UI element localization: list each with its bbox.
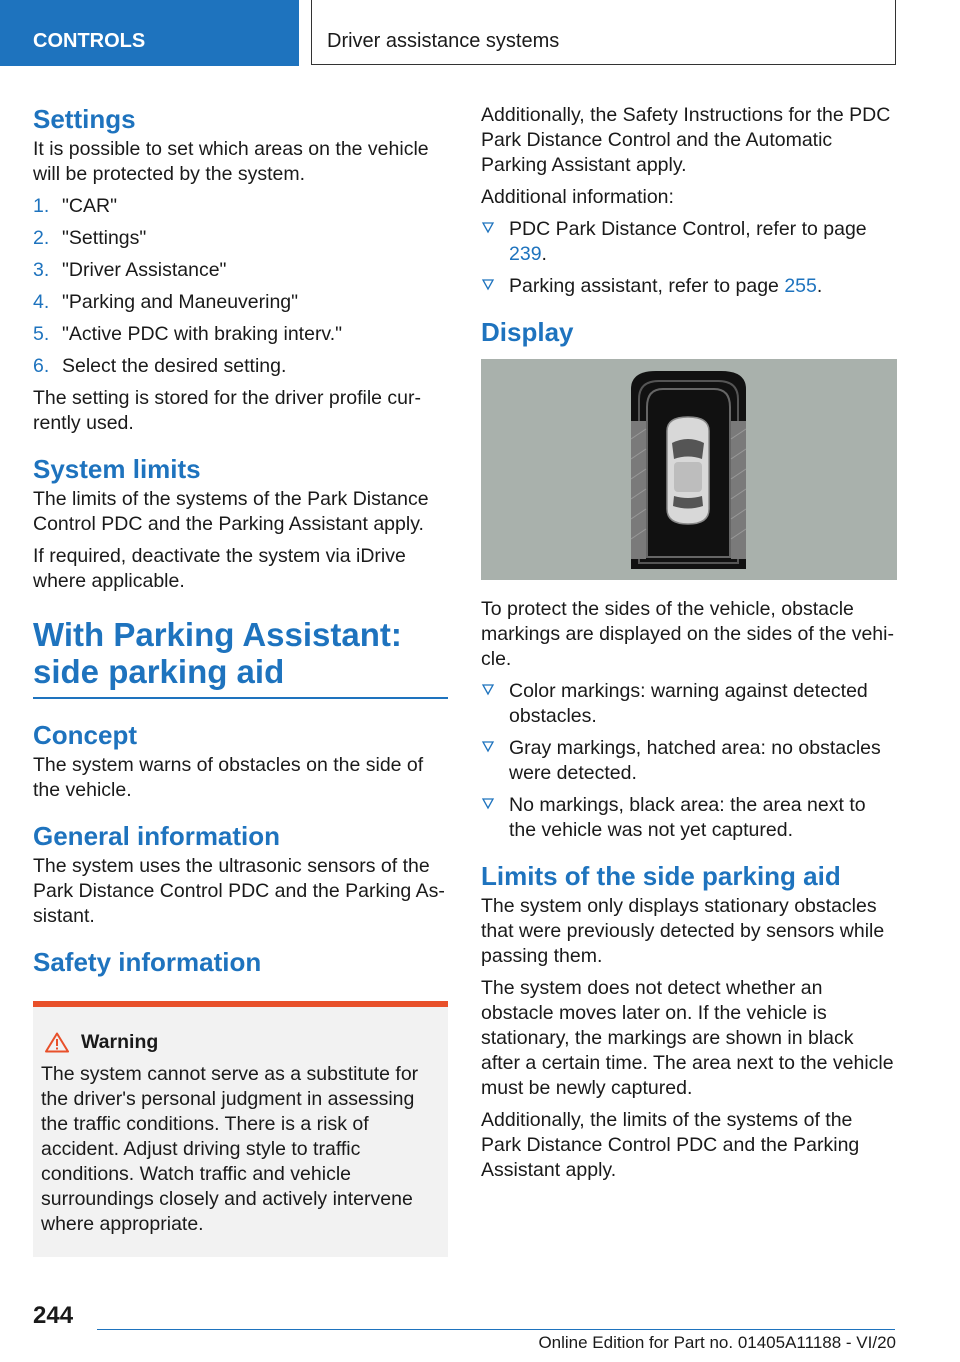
bullet-triangle-icon	[481, 682, 495, 696]
heading-rule	[33, 697, 448, 699]
reference-end: .	[541, 243, 547, 265]
marking-item	[481, 736, 897, 786]
bullet-triangle-icon	[481, 220, 495, 234]
header-section-tab	[0, 0, 299, 66]
marking-text: No markings, black area: the area next to the vehicle was not yet captured.	[509, 794, 866, 841]
warning-triangle-icon	[45, 1032, 69, 1053]
limits-text-1: The system only displays stationary obstacles that were previously detected by sensors while passing them.	[481, 895, 885, 967]
settings-intro: It is possible to set which areas on the vehicle will be protected by the system.	[33, 138, 429, 185]
step-item	[33, 354, 448, 379]
markings-list	[481, 679, 897, 843]
concept-heading: Concept	[33, 720, 137, 750]
step-text: "Driver Assistance"	[62, 259, 227, 281]
warning-header	[41, 1030, 440, 1055]
step-number: 2.	[33, 227, 50, 249]
marking-item	[481, 679, 897, 729]
general-information-heading: General information	[33, 821, 281, 851]
vehicle-top-view-illustration	[481, 359, 897, 580]
limits-text-3: Additionally, the limits of the systems of the Park Distance Control PDC and the Parking Assistant apply.	[481, 1109, 860, 1181]
step-item	[33, 290, 448, 315]
warning-label: Warning	[81, 1031, 159, 1053]
settings-steps	[33, 194, 448, 379]
header-chapter-label: Driver assistance systems	[327, 30, 560, 52]
reference-end: .	[816, 275, 823, 297]
right-column	[481, 103, 897, 1190]
page-link[interactable]: 239	[509, 243, 542, 265]
safety-instructions-text: Additionally, the Safety Instructions for the PDC Park Distance Control and the Automatic Parking Assistant apply.	[481, 104, 891, 176]
step-item	[33, 194, 448, 219]
safety-information-heading: Safety information	[33, 947, 262, 977]
page-number: 244	[33, 1302, 74, 1329]
step-text: "Settings"	[62, 227, 147, 249]
step-number: 1.	[33, 195, 50, 217]
limits-side-parking-aid-heading: Limits of the side parking aid	[481, 861, 841, 891]
marking-item	[481, 793, 897, 843]
main-section-heading: With Parking Assistant: side parking aid	[33, 616, 402, 690]
step-text: "Parking and Maneuvering"	[62, 291, 299, 313]
footer-rule	[97, 1329, 895, 1330]
marking-text: Gray markings, hatched area: no obstacles were detected.	[509, 737, 881, 784]
reference-text: Parking assistant, refer to page	[509, 275, 785, 297]
display-text: To protect the sides of the vehicle, obstacle markings are displayed on the sides of the vehicle.	[481, 598, 894, 670]
bullet-triangle-icon	[481, 739, 495, 753]
bullet-triangle-icon	[481, 796, 495, 810]
reference-item	[481, 274, 897, 299]
system-limits-text-2: If required, deactivate the system via iDrive where applicable.	[33, 545, 406, 592]
bullet-triangle-icon	[481, 277, 495, 291]
step-number: 6.	[33, 355, 50, 377]
header-section-label: CONTROLS	[33, 30, 146, 52]
step-number: 4.	[33, 291, 50, 313]
warning-box	[33, 1001, 448, 1257]
concept-text: The system warns of obstacles on the side of the vehicle.	[33, 754, 424, 801]
additional-information-label: Additional information:	[481, 186, 674, 208]
header-chapter-box	[311, 0, 896, 65]
general-information-text: The system uses the ultrasonic sensors of the Park Distance Control PDC and the Parking Assistant.	[33, 855, 445, 927]
left-column	[33, 103, 448, 1257]
limits-text-2: The system does not detect whether an obstacle moves later on. If the vehicle is stationary, the markings are shown in black after a certain time. The area next to the vehicle must be newly captured.	[481, 977, 894, 1099]
system-limits-heading: System limits	[33, 454, 201, 484]
step-number: 3.	[33, 259, 50, 281]
system-limits-text-1: The limits of the systems of the Park Distance Control PDC and the Parking Assistant apply.	[33, 488, 429, 535]
step-number: 5.	[33, 323, 50, 345]
side-parking-aid-display-image	[481, 359, 897, 580]
marking-text: Color markings: warning against detected obstacles.	[509, 680, 868, 727]
display-heading: Display	[481, 317, 574, 347]
step-item	[33, 322, 448, 347]
step-text: "Active PDC with braking interv."	[62, 323, 343, 345]
settings-note: The setting is stored for the driver profile currently used.	[33, 387, 421, 434]
step-item	[33, 258, 448, 283]
reference-list	[481, 217, 897, 299]
reference-text: PDC Park Distance Control, refer to page	[509, 218, 867, 240]
edition-text: Online Edition for Part no. 01405A11188 - VI/20	[538, 1333, 896, 1352]
settings-heading: Settings	[33, 104, 136, 134]
reference-item	[481, 217, 897, 267]
step-text: "CAR"	[62, 195, 118, 217]
step-text: Select the desired setting.	[62, 355, 287, 377]
step-item	[33, 226, 448, 251]
warning-text: The system cannot serve as a substitute for the driver's personal judgment in assessing the traffic conditions. There is a risk of accident. Adjust driving style to traffic conditions. Watch traffic and vehicle surroundings closely and actively intervene where appropriate.	[41, 1063, 419, 1235]
page-link[interactable]: 255	[784, 275, 817, 297]
